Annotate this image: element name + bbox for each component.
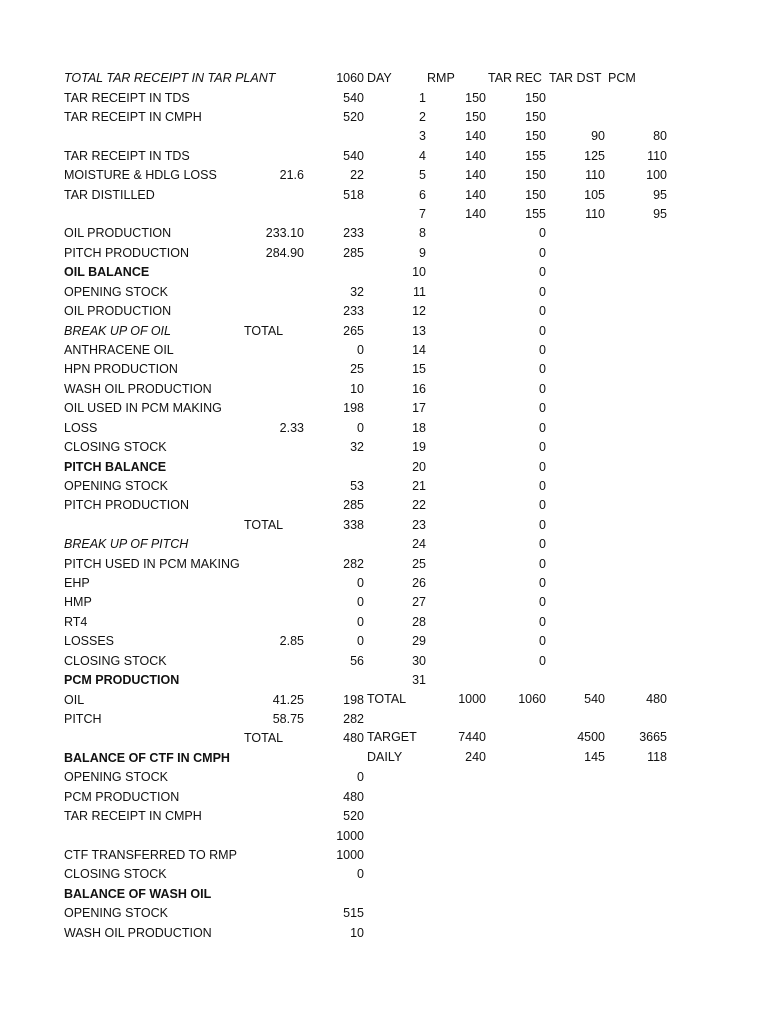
row-label: RT4: [64, 614, 88, 629]
row-value-2: 1000: [336, 847, 364, 862]
day-number: 7: [419, 207, 426, 221]
row-label: OIL PRODUCTION: [64, 226, 172, 241]
day-tar-rec: 0: [539, 556, 546, 571]
day-tar-rec: 0: [539, 517, 546, 532]
day-number: 27: [412, 595, 426, 610]
row-value-1: 2.33: [279, 420, 304, 435]
summary-rmp: 7440: [458, 730, 486, 745]
day-tar-rec: 0: [539, 537, 546, 552]
day-tar-rec: 0: [539, 343, 546, 357]
day-number: 9: [419, 245, 426, 260]
day-number: 31: [412, 673, 426, 688]
day-tar-rec: 150: [525, 168, 546, 183]
day-tar-rec: 0: [539, 634, 546, 649]
row-value-1: 2.85: [279, 634, 304, 649]
day-tar-rec: 0: [539, 226, 546, 241]
row-value-2: 520: [343, 809, 364, 823]
row-label: TAR RECEIPT IN TDS: [64, 148, 190, 163]
day-pcm: 110: [647, 148, 667, 163]
day-tar-rec: 0: [539, 420, 546, 435]
day-tar-rec: 0: [539, 595, 546, 610]
row-value-2: 32: [350, 284, 364, 299]
row-value-2: 0: [357, 343, 364, 357]
summary-rmp: 1000: [458, 691, 486, 706]
day-rmp: 140: [465, 168, 486, 183]
row-label: TAR DISTILLED: [64, 187, 155, 202]
row-total-label: TOTAL: [244, 731, 284, 746]
row-value-2: 233: [343, 226, 364, 241]
row-label: HMP: [64, 595, 92, 610]
summary-tar-dst: 4500: [577, 730, 605, 745]
day-tar-rec: 0: [539, 323, 546, 338]
row-label: PCM PRODUCTION: [64, 789, 180, 804]
col-header-tar-rec: TAR REC: [488, 71, 542, 85]
day-tar-dst: 105: [584, 187, 605, 202]
day-number: 1: [419, 90, 426, 105]
row-label: CTF TRANSFERRED TO RMP: [64, 847, 237, 862]
day-pcm: 95: [653, 207, 667, 221]
row-value-2: 518: [343, 187, 364, 202]
row-label: PITCH PRODUCTION: [64, 245, 189, 260]
row-label: OPENING STOCK: [64, 284, 168, 299]
row-label: TAR RECEIPT IN TDS: [64, 90, 190, 105]
day-number: 19: [412, 440, 426, 455]
row-label: TAR RECEIPT IN CMPH: [64, 109, 202, 124]
day-number: 3: [419, 129, 426, 144]
row-value-2: 0: [357, 614, 364, 629]
row-label: LOSS: [64, 420, 98, 435]
row-value-1: 58.75: [272, 711, 304, 726]
day-number: 11: [413, 284, 426, 299]
row-value-2: 520: [343, 109, 364, 124]
row-value-1: 41.25: [272, 692, 304, 707]
row-value-2: 285: [343, 498, 364, 513]
summary-rmp: 240: [465, 749, 486, 764]
day-number: 22: [412, 498, 426, 513]
row-value-2: 265: [343, 323, 364, 338]
row-value-2: 480: [343, 789, 364, 804]
row-value-2: 282: [343, 711, 364, 726]
row-label: HPN PRODUCTION: [64, 362, 178, 377]
row-value-2: 282: [343, 556, 364, 571]
row-label: OPENING STOCK: [64, 478, 168, 493]
row-label: MOISTURE & HDLG LOSS: [64, 168, 217, 183]
day-rmp: 150: [465, 109, 486, 124]
day-pcm: 80: [653, 129, 667, 144]
row-value-2: 0: [357, 576, 364, 590]
row-label: ANTHRACENE OIL: [64, 343, 174, 357]
row-value-2: 22: [350, 168, 364, 183]
col-header-tar-dst: TAR DST: [549, 71, 602, 85]
day-number: 5: [419, 168, 426, 183]
summary-tar-rec: 1060: [518, 691, 546, 706]
day-tar-rec: 0: [539, 478, 546, 493]
day-tar-rec: 0: [539, 401, 546, 416]
row-value-2: 0: [357, 867, 364, 882]
day-tar-dst: 110: [585, 168, 605, 183]
row-value-2: 1000: [336, 828, 364, 843]
day-tar-rec: 0: [539, 440, 546, 455]
row-value-2: 0: [357, 595, 364, 610]
row-value-2: 53: [350, 478, 364, 493]
day-tar-rec: 0: [539, 362, 546, 377]
row-label: WASH OIL PRODUCTION: [64, 381, 212, 396]
day-rmp: 140: [465, 148, 486, 163]
day-tar-rec: 150: [525, 129, 546, 144]
day-number: 24: [412, 537, 426, 552]
row-value-2: 515: [343, 906, 364, 921]
row-label: PITCH PRODUCTION: [64, 498, 189, 513]
row-label: OIL USED IN PCM MAKING: [64, 401, 222, 416]
day-number: 17: [412, 401, 426, 416]
row-value-2: 25: [350, 362, 364, 377]
row-label: BALANCE OF CTF IN CMPH: [64, 750, 230, 765]
row-label: BREAK UP OF OIL: [64, 323, 171, 338]
row-value-2: 0: [357, 420, 364, 435]
sheet-title-value: 1060: [336, 71, 364, 85]
day-number: 26: [412, 576, 426, 590]
day-tar-rec: 155: [525, 148, 546, 163]
day-rmp: 140: [465, 129, 486, 144]
day-number: 29: [412, 634, 426, 649]
day-number: 20: [412, 459, 426, 474]
day-number: 16: [412, 381, 426, 396]
row-value-1: 21.6: [279, 168, 304, 183]
sheet-title: TOTAL TAR RECEIPT IN TAR PLANT: [64, 71, 276, 85]
day-number: 2: [419, 109, 426, 124]
day-pcm: 95: [653, 187, 667, 202]
row-label: BREAK UP OF PITCH: [64, 537, 189, 552]
day-tar-rec: 0: [539, 498, 546, 513]
row-total-label: TOTAL: [244, 323, 284, 338]
row-label: OIL PRODUCTION: [64, 304, 172, 319]
day-number: 8: [419, 226, 426, 241]
col-header-day: DAY: [367, 71, 392, 85]
summary-pcm: 3665: [639, 730, 667, 745]
day-number: 6: [419, 187, 426, 202]
row-value-2: 0: [357, 634, 364, 649]
row-label: EHP: [64, 576, 90, 590]
row-value-2: 233: [343, 304, 364, 319]
day-tar-rec: 0: [539, 265, 546, 280]
day-tar-rec: 150: [525, 90, 546, 105]
day-rmp: 150: [465, 90, 486, 105]
day-number: 21: [412, 478, 426, 493]
day-tar-rec: 150: [525, 187, 546, 202]
row-label: LOSSES: [64, 634, 115, 649]
row-label: PITCH USED IN PCM MAKING: [64, 556, 240, 571]
day-tar-rec: 0: [539, 245, 546, 260]
summary-tar-dst: 145: [584, 749, 605, 764]
day-number: 14: [412, 343, 426, 357]
day-number: 13: [412, 323, 426, 338]
row-value-2: 10: [350, 925, 364, 940]
row-value-2: 56: [350, 653, 364, 668]
row-label: PITCH BALANCE: [64, 459, 167, 474]
day-tar-rec: 150: [525, 109, 546, 124]
row-label: PCM PRODUCTION: [64, 673, 180, 688]
day-number: 23: [412, 517, 426, 532]
day-number: 4: [419, 148, 426, 163]
row-value-2: 32: [350, 440, 364, 455]
row-value-1: 284.90: [265, 245, 304, 260]
row-label: PITCH: [64, 711, 102, 726]
day-number: 12: [412, 304, 426, 319]
day-tar-rec: 0: [539, 284, 546, 299]
summary-label: TARGET: [367, 730, 417, 745]
row-value-2: 10: [350, 381, 364, 396]
row-label: BALANCE OF WASH OIL: [64, 886, 212, 901]
day-tar-rec: 0: [539, 381, 546, 396]
day-pcm: 100: [646, 168, 667, 183]
day-number: 30: [412, 653, 426, 668]
row-label: OPENING STOCK: [64, 906, 168, 921]
day-tar-rec: 0: [539, 576, 546, 590]
day-number: 28: [412, 614, 426, 629]
row-value-1: 233.10: [265, 226, 304, 241]
day-tar-dst: 90: [591, 129, 605, 144]
row-label: OPENING STOCK: [64, 770, 168, 785]
day-rmp: 140: [465, 207, 486, 221]
row-value-2: 480: [343, 731, 364, 746]
row-value-2: 540: [343, 148, 364, 163]
day-number: 18: [412, 420, 426, 435]
row-value-2: 198: [343, 692, 364, 707]
row-label: WASH OIL PRODUCTION: [64, 925, 212, 940]
summary-pcm: 480: [646, 691, 667, 706]
day-number: 10: [412, 265, 426, 280]
day-tar-rec: 0: [539, 614, 546, 629]
day-tar-rec: 0: [539, 304, 546, 319]
summary-tar-dst: 540: [584, 691, 605, 706]
day-number: 15: [412, 362, 426, 377]
row-label: CLOSING STOCK: [64, 653, 167, 668]
day-rmp: 140: [465, 187, 486, 202]
row-value-2: 198: [343, 401, 364, 416]
row-label: CLOSING STOCK: [64, 440, 167, 455]
row-label: CLOSING STOCK: [64, 867, 167, 882]
day-tar-rec: 0: [539, 459, 546, 474]
row-value-2: 0: [357, 770, 364, 785]
summary-label: DAILY: [367, 749, 403, 764]
day-tar-rec: 155: [525, 207, 546, 221]
row-value-2: 540: [343, 90, 364, 105]
summary-pcm: 118: [647, 749, 667, 764]
day-tar-dst: 110: [585, 207, 605, 221]
summary-label: TOTAL: [367, 691, 407, 706]
day-number: 25: [412, 556, 426, 571]
row-value-2: 285: [343, 245, 364, 260]
col-header-rmp: RMP: [427, 71, 455, 85]
col-header-pcm: PCM: [608, 71, 636, 85]
row-label: OIL: [64, 692, 85, 707]
row-value-2: 338: [343, 517, 364, 532]
day-tar-rec: 0: [539, 653, 546, 668]
row-total-label: TOTAL: [244, 517, 284, 532]
day-tar-dst: 125: [584, 148, 605, 163]
row-label: OIL BALANCE: [64, 265, 150, 280]
row-label: TAR RECEIPT IN CMPH: [64, 809, 202, 823]
